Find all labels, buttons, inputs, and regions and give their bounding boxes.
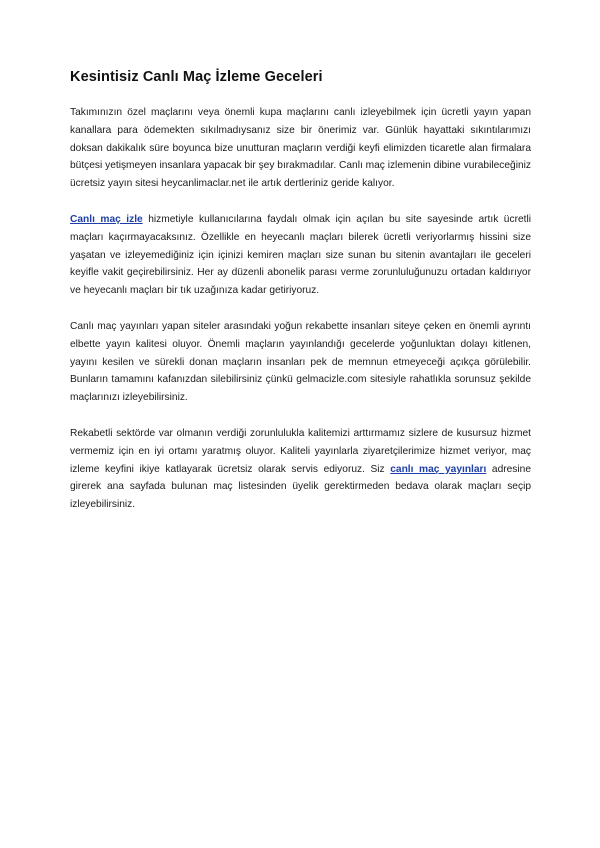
paragraph-2 [70,211,531,300]
paragraph-4-text-after: adresine girerek ana sayfada bulunan maç listesinden üyelik gerektirmeden bedava olarak maçları seçip izleyebilirsiniz. [70,463,531,511]
paragraph-2-text: hizmetiyle kullanıcılarına faydalı olmak için açılan bu site sayesinde artık ücretli maçları kaçırmayacaksınız. Özellikle en heyecanlı maçları bilerek ücretli veriyorlarmış hissini size yaşatan ve izleyemediğiniz için içinizi kemiren maçları size sunan bu sitenin avantajları ile geceleri keyifle vakit geçirebilirsiniz. Her ay düzenli abonelik parası verme zorunluluğunuzu ortadan kaldırıyor ve heyecanlı maçları bir tık uzağınıza kadar getiriyoruz. [70,213,531,297]
paragraph-3: Canlı maç yayınları yapan siteler arasındaki yoğun rekabette insanları siteye çeken en önemli ayrıntı elbette yayın kalitesi oluyor. Önemli maçların yayınlandığı gecelerde yoğunluktan dolayı kitlenen, yayını kesilen ve sürekli donan maçların insanları pek de memnun etmeyeceği açıkça görülebilir. Bunların tamamını kafanızdan silebilirsiniz çünkü gelmacizle.com sitesiyle rahatlıkla sorunsuz şekilde maçlarınızı izleyebilirsiniz. [70,320,531,404]
paragraph-4-text-before: Rekabetli sektörde var olmanın verdiği zorunlulukla kalitemizi arttırmamız sizlere de kusursuz hizmet vermemiz için en iyi ortamı yaratmış oluyor. Kaliteli yayınlarla ziyaretçilerimize hizmet veriyor, maç izleme keyfini ikiye katlayarak ücretsiz olarak servis ediyoruz. Siz [70,427,531,475]
canli-mac-izle-link[interactable]: Canlı maç izle [70,213,143,225]
canli-mac-yayinlari-link[interactable]: canlı maç yayınları [390,463,487,475]
document-body [70,68,531,532]
paragraph-4 [70,425,531,514]
paragraph-1: Takımınızın özel maçlarını veya önemli kupa maçlarını canlı izleyebilmek için ücretli yayın yapan kanallara para ödemekten sıkılmadıysanız size bir önerimiz var. Günlük hayattaki sıkıntılarımızı doksan dakikalık süre boyunca bize unutturan maçların verdiği keyfi elimizden ticaretle alan firmalara bütçesi yetişmeyen insanlara yapacak bir şey bırakmadılar. Canlı maç izlemenin dibine vurabileceğiniz ücretsiz yayın sitesi heycanlimaclar.net ile artık dertleriniz geride kalıyor. [70,107,531,190]
document-title: Kesintisiz Canlı Maç İzleme Geceleri [70,69,323,85]
